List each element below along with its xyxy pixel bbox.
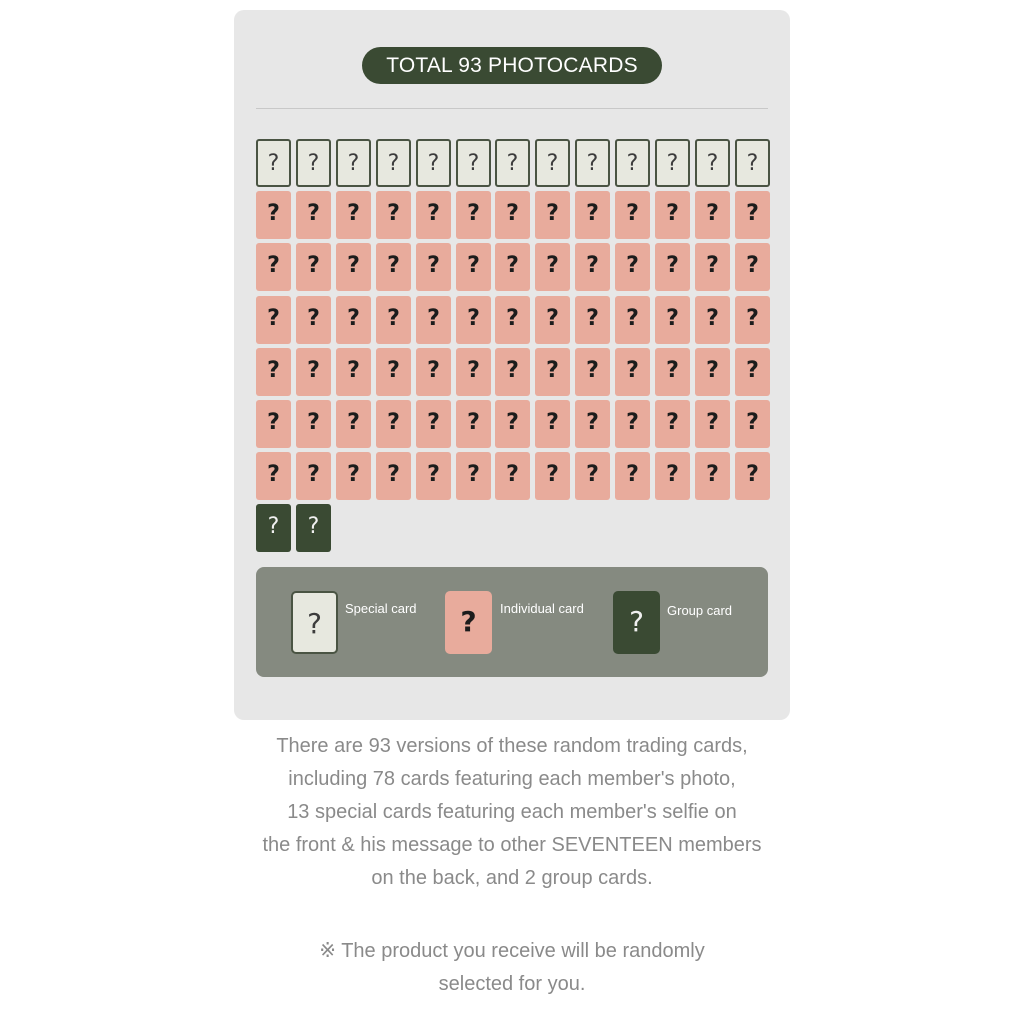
individual-card: ? xyxy=(695,243,730,291)
description-text xyxy=(200,730,824,1001)
special-card: ? xyxy=(695,139,730,187)
individual-card: ? xyxy=(416,243,451,291)
individual-card: ? xyxy=(535,191,570,239)
individual-card: ? xyxy=(495,348,530,396)
individual-card: ? xyxy=(416,348,451,396)
individual-card: ? xyxy=(416,191,451,239)
individual-card: ? xyxy=(416,296,451,344)
special-card: ? xyxy=(615,139,650,187)
special-card: ? xyxy=(416,139,451,187)
individual-card: ? xyxy=(376,243,411,291)
individual-card: ? xyxy=(456,243,491,291)
individual-card: ? xyxy=(456,296,491,344)
individual-card: ? xyxy=(376,296,411,344)
description-line: 13 special cards featuring each member's selfie on xyxy=(287,801,737,823)
individual-card: ? xyxy=(575,243,610,291)
individual-card: ? xyxy=(456,191,491,239)
individual-card: ? xyxy=(256,452,291,500)
individual-card: ? xyxy=(376,400,411,448)
special-card: ? xyxy=(456,139,491,187)
individual-card: ? xyxy=(655,452,690,500)
individual-card: ? xyxy=(336,348,371,396)
individual-card: ? xyxy=(256,191,291,239)
individual-card: ? xyxy=(376,348,411,396)
group-card: ? xyxy=(296,504,331,552)
individual-card: ? xyxy=(575,348,610,396)
individual-card: ? xyxy=(695,348,730,396)
individual-card: ? xyxy=(695,191,730,239)
individual-card: ? xyxy=(495,191,530,239)
individual-card: ? xyxy=(376,452,411,500)
special-card: ? xyxy=(495,139,530,187)
individual-card: ? xyxy=(336,243,371,291)
individual-card: ? xyxy=(615,348,650,396)
legend-group-card: ? xyxy=(613,591,660,654)
individual-card: ? xyxy=(535,348,570,396)
legend-special-label: Special card xyxy=(345,601,417,616)
divider xyxy=(256,108,768,109)
individual-card: ? xyxy=(655,296,690,344)
individual-card: ? xyxy=(735,452,770,500)
individual-card: ? xyxy=(495,296,530,344)
individual-card: ? xyxy=(695,452,730,500)
individual-card: ? xyxy=(575,400,610,448)
individual-card: ? xyxy=(296,243,331,291)
individual-card: ? xyxy=(495,243,530,291)
individual-card: ? xyxy=(615,400,650,448)
individual-card: ? xyxy=(336,452,371,500)
individual-card: ? xyxy=(296,191,331,239)
individual-card: ? xyxy=(735,348,770,396)
individual-card: ? xyxy=(456,400,491,448)
special-card: ? xyxy=(735,139,770,187)
individual-card: ? xyxy=(615,243,650,291)
description-line: including 78 cards featuring each member's photo, xyxy=(288,768,736,790)
individual-card: ? xyxy=(256,400,291,448)
individual-card: ? xyxy=(296,348,331,396)
individual-card: ? xyxy=(615,452,650,500)
individual-card: ? xyxy=(495,452,530,500)
individual-card: ? xyxy=(416,452,451,500)
legend-individual-label: Individual card xyxy=(500,601,584,616)
individual-card: ? xyxy=(376,191,411,239)
total-photocards-badge: TOTAL 93 PHOTOCARDS xyxy=(362,47,662,84)
description-line: There are 93 versions of these random trading cards, xyxy=(276,735,748,757)
description-line: on the back, and 2 group cards. xyxy=(371,867,653,889)
description-line: the front & his message to other SEVENTEEN members xyxy=(262,834,762,856)
individual-card: ? xyxy=(456,348,491,396)
special-card: ? xyxy=(575,139,610,187)
individual-card: ? xyxy=(575,452,610,500)
individual-card: ? xyxy=(416,400,451,448)
individual-card: ? xyxy=(256,243,291,291)
individual-card: ? xyxy=(575,296,610,344)
individual-card: ? xyxy=(296,296,331,344)
individual-card: ? xyxy=(695,296,730,344)
individual-card: ? xyxy=(296,400,331,448)
individual-card: ? xyxy=(655,400,690,448)
individual-card: ? xyxy=(535,400,570,448)
special-card: ? xyxy=(336,139,371,187)
random-selection-note: ※ The product you receive will be randomly xyxy=(319,940,705,962)
special-card: ? xyxy=(376,139,411,187)
special-card: ? xyxy=(535,139,570,187)
special-card: ? xyxy=(655,139,690,187)
individual-card: ? xyxy=(495,400,530,448)
individual-card: ? xyxy=(296,452,331,500)
individual-card: ? xyxy=(336,191,371,239)
individual-card: ? xyxy=(575,191,610,239)
individual-card: ? xyxy=(535,452,570,500)
individual-card: ? xyxy=(336,296,371,344)
individual-card: ? xyxy=(535,243,570,291)
legend-individual-card: ? xyxy=(445,591,492,654)
individual-card: ? xyxy=(456,452,491,500)
individual-card: ? xyxy=(655,348,690,396)
individual-card: ? xyxy=(695,400,730,448)
individual-card: ? xyxy=(655,243,690,291)
individual-card: ? xyxy=(615,191,650,239)
random-selection-note: selected for you. xyxy=(438,973,586,995)
photocard-panel xyxy=(234,10,790,720)
individual-card: ? xyxy=(735,191,770,239)
individual-card: ? xyxy=(735,296,770,344)
legend-special-card: ? xyxy=(291,591,338,654)
individual-card: ? xyxy=(735,400,770,448)
individual-card: ? xyxy=(336,400,371,448)
individual-card: ? xyxy=(535,296,570,344)
special-card: ? xyxy=(256,139,291,187)
card-legend xyxy=(256,567,768,677)
individual-card: ? xyxy=(256,296,291,344)
individual-card: ? xyxy=(655,191,690,239)
legend-group-label: Group card xyxy=(667,603,733,618)
special-card: ? xyxy=(296,139,331,187)
individual-card: ? xyxy=(256,348,291,396)
individual-card: ? xyxy=(615,296,650,344)
individual-card: ? xyxy=(735,243,770,291)
group-card: ? xyxy=(256,504,291,552)
